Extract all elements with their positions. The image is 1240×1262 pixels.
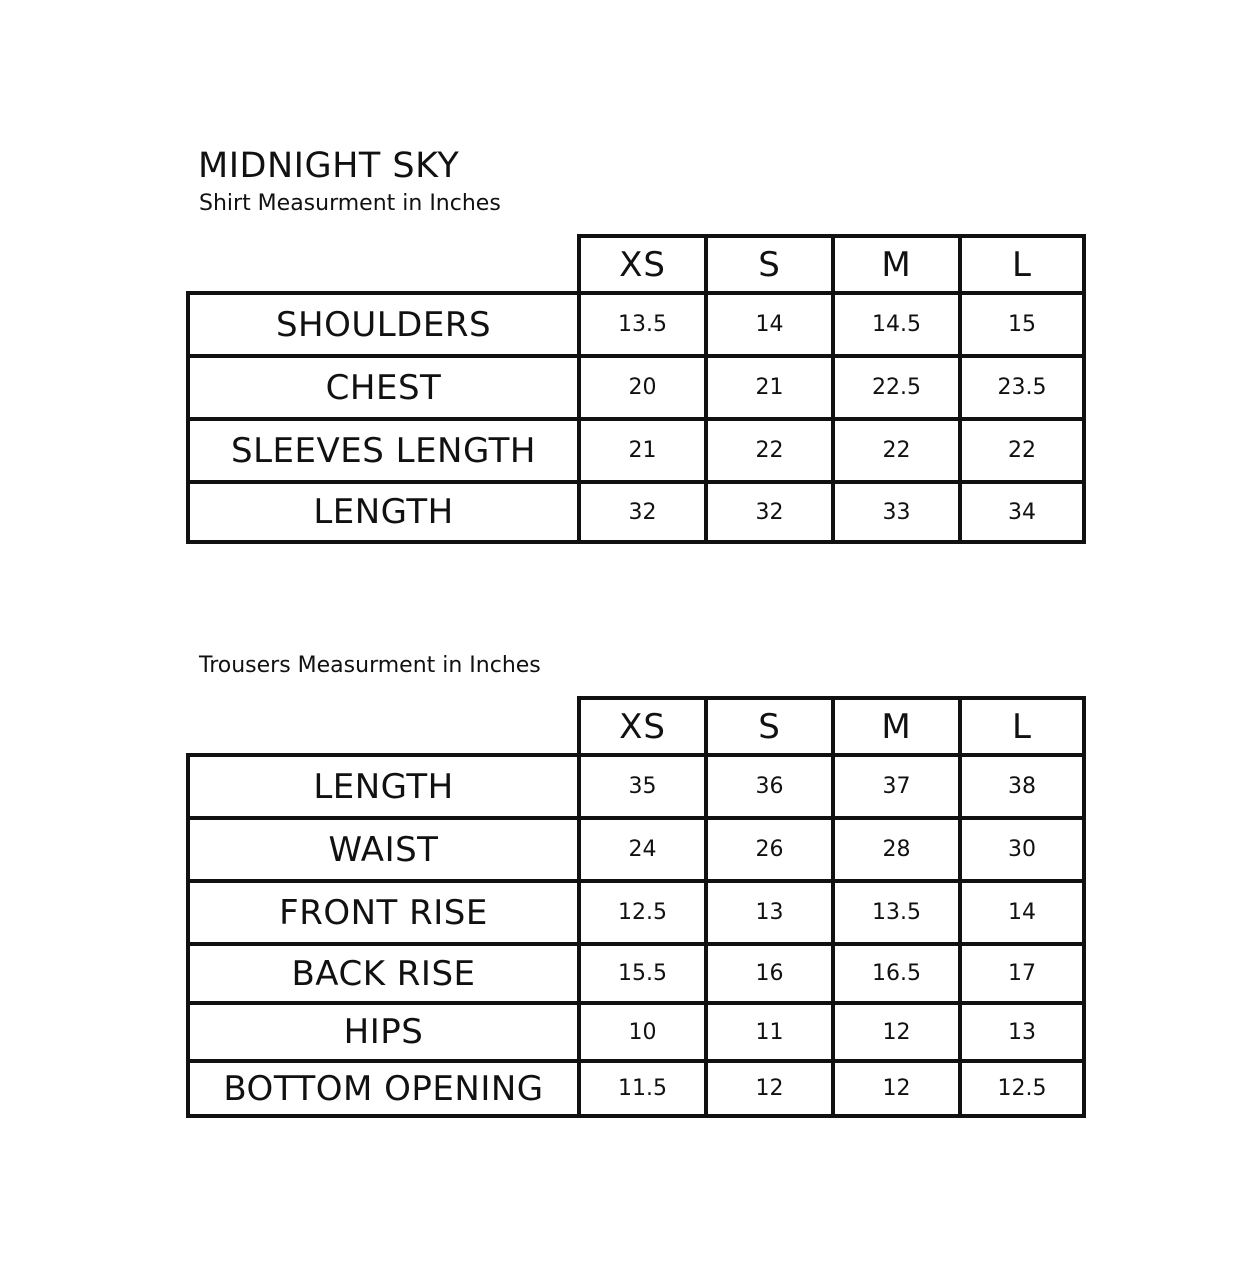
table-row — [188, 755, 1084, 818]
table-cell: 13.5 — [833, 881, 960, 944]
row-label: LENGTH — [188, 482, 579, 542]
size-header-s: S — [706, 698, 833, 755]
row-label: BOTTOM OPENING — [188, 1061, 579, 1116]
table-cell: 22 — [833, 419, 960, 482]
trousers-size-table — [186, 696, 1086, 1118]
table-row — [188, 881, 1084, 944]
table-cell: 30 — [960, 818, 1084, 881]
table-row — [188, 1003, 1084, 1061]
size-header-l: L — [960, 698, 1084, 755]
size-header-l: L — [960, 236, 1084, 293]
table-cell: 28 — [833, 818, 960, 881]
table-cell: 12 — [833, 1003, 960, 1061]
table-cell: 15.5 — [579, 944, 706, 1003]
size-header-s: S — [706, 236, 833, 293]
table-cell: 14 — [960, 881, 1084, 944]
table-cell: 12.5 — [960, 1061, 1084, 1116]
table-cell: 10 — [579, 1003, 706, 1061]
row-label: HIPS — [188, 1003, 579, 1061]
table-cell: 13 — [960, 1003, 1084, 1061]
table-cell: 21 — [706, 356, 833, 419]
size-header-m: M — [833, 236, 960, 293]
table-cell: 23.5 — [960, 356, 1084, 419]
size-header-m: M — [833, 698, 960, 755]
row-label: SHOULDERS — [188, 293, 579, 356]
table-row — [188, 482, 1084, 542]
table-row — [188, 944, 1084, 1003]
table-cell: 20 — [579, 356, 706, 419]
table-cell: 33 — [833, 482, 960, 542]
table-row — [188, 293, 1084, 356]
row-label: CHEST — [188, 356, 579, 419]
table-cell: 24 — [579, 818, 706, 881]
table-cell: 32 — [706, 482, 833, 542]
table-cell: 37 — [833, 755, 960, 818]
table-cell: 22.5 — [833, 356, 960, 419]
table-cell: 21 — [579, 419, 706, 482]
row-label: FRONT RISE — [188, 881, 579, 944]
table-cell: 35 — [579, 755, 706, 818]
table-cell: 11 — [706, 1003, 833, 1061]
table-cell: 36 — [706, 755, 833, 818]
corner-cell — [188, 236, 579, 293]
row-label: LENGTH — [188, 755, 579, 818]
table-cell: 14.5 — [833, 293, 960, 356]
table-cell: 32 — [579, 482, 706, 542]
table-cell: 12.5 — [579, 881, 706, 944]
table-row — [188, 1061, 1084, 1116]
table-cell: 15 — [960, 293, 1084, 356]
shirt-table-subtitle: Shirt Measurment in Inches — [199, 191, 501, 216]
corner-cell — [188, 698, 579, 755]
table-cell: 14 — [706, 293, 833, 356]
page-title: MIDNIGHT SKY — [198, 146, 460, 186]
trousers-table-subtitle: Trousers Measurment in Inches — [199, 653, 541, 678]
table-cell: 22 — [960, 419, 1084, 482]
table-cell: 26 — [706, 818, 833, 881]
table-row — [188, 356, 1084, 419]
size-header-xs: XS — [579, 236, 706, 293]
table-cell: 13 — [706, 881, 833, 944]
row-label: WAIST — [188, 818, 579, 881]
table-cell: 12 — [833, 1061, 960, 1116]
table-cell: 38 — [960, 755, 1084, 818]
table-row — [188, 419, 1084, 482]
row-label: BACK RISE — [188, 944, 579, 1003]
table-cell: 13.5 — [579, 293, 706, 356]
row-label: SLEEVES LENGTH — [188, 419, 579, 482]
table-cell: 12 — [706, 1061, 833, 1116]
table-header-row — [188, 236, 1084, 293]
table-row — [188, 818, 1084, 881]
table-cell: 16.5 — [833, 944, 960, 1003]
table-cell: 34 — [960, 482, 1084, 542]
size-header-xs: XS — [579, 698, 706, 755]
table-cell: 17 — [960, 944, 1084, 1003]
table-cell: 16 — [706, 944, 833, 1003]
table-cell: 11.5 — [579, 1061, 706, 1116]
table-cell: 22 — [706, 419, 833, 482]
shirt-size-table — [186, 234, 1086, 544]
table-header-row — [188, 698, 1084, 755]
